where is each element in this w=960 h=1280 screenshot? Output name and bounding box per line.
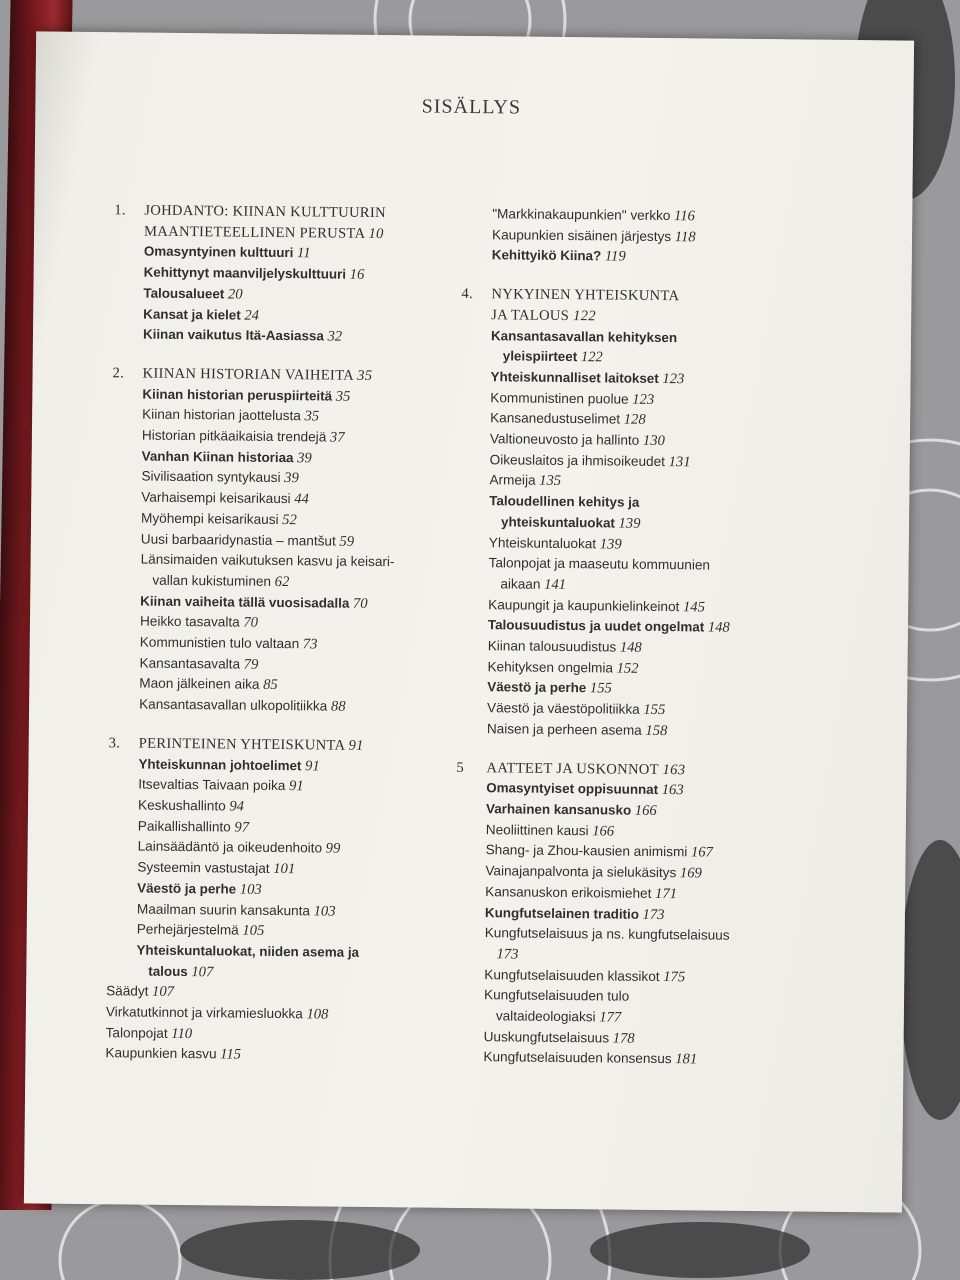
page-number: 108: [306, 1006, 329, 1023]
page-number: 10: [368, 225, 384, 242]
page-number: 123: [632, 391, 655, 408]
entry-title: Länsimaiden vaikutuksen kasvu ja keisari-: [140, 551, 395, 570]
toc-entry: [107, 878, 437, 902]
entry-title: Kehittyikö Kiina?: [491, 247, 602, 264]
page-number: 171: [654, 885, 678, 902]
entry-title: Itsevaltias Taivaan poika: [138, 776, 286, 794]
page-number: 131: [668, 453, 691, 471]
entry-title: Uusi barbaaridynastia – mantšut: [140, 531, 336, 549]
entry-title: Kaupunkien sisäinen järjestys: [491, 226, 672, 244]
chapter-number: 3.: [108, 735, 121, 752]
entry-title: Kehittynyt maanviljelyskulttuuri: [143, 264, 347, 282]
page-number: 123: [662, 370, 685, 388]
entry-title: Maon jälkeinen aika: [139, 676, 260, 693]
chapter-number: 4.: [461, 286, 474, 303]
toc-entry: [110, 570, 440, 594]
entry-title: Valtioneuvosto ja hallinto: [489, 431, 640, 448]
page-number: 73: [302, 636, 318, 653]
entry-title: Yhteiskunnalliset laitokset: [490, 369, 659, 386]
page-number: 103: [239, 881, 262, 898]
entry-title: "Markkinakaupunkien" verkko: [492, 206, 671, 224]
page-number: 24: [244, 307, 260, 324]
page-number: 103: [313, 902, 336, 920]
page-number: 130: [642, 432, 665, 450]
page-number: 139: [599, 535, 622, 553]
page-number: 141: [544, 576, 567, 593]
page-number: 166: [634, 802, 657, 819]
entry-title: Uuskungfutselaisuus: [483, 1028, 610, 1046]
page-number: 97: [234, 819, 250, 836]
entry-title: Talousalueet: [143, 285, 225, 302]
page-number: 163: [661, 782, 684, 799]
page-title: SISÄLLYS: [421, 95, 522, 119]
page-number: 107: [191, 963, 214, 980]
page-number: 88: [330, 698, 346, 715]
entry-title: Omasyntyinen kulttuuri: [143, 243, 294, 261]
page-number: 35: [335, 388, 351, 405]
entry-title: JA TALOUS: [491, 307, 570, 324]
entry-title: Kungfutselaisuuden tulo: [484, 987, 630, 1005]
entry-title: Kommunistien tulo valtaan: [139, 634, 300, 652]
page-number: 105: [242, 922, 265, 940]
page-number: 139: [618, 515, 641, 532]
toc-entry: [457, 719, 817, 743]
entry-title: Kungfutselaisuus ja ns. kungfutselaisuus: [484, 925, 730, 943]
entry-title: Yhteiskuntaluokat, niiden asema ja: [136, 942, 360, 960]
toc-entry: [462, 245, 822, 269]
page-number: 32: [327, 328, 343, 345]
entry-title: Oikeuslaitos ja ihmisoikeudet: [489, 451, 666, 469]
page-number: 148: [707, 619, 730, 637]
page-number: 11: [296, 245, 311, 262]
entry-title: MAANTIETEELLINEN PERUSTA: [143, 223, 365, 242]
entry-title: Kansantasavallan kehityksen: [490, 327, 678, 345]
entry-title: Paikallishallinto: [137, 818, 231, 835]
page-number: 177: [599, 1009, 622, 1026]
entry-title: Kiinan talousuudistus: [487, 638, 617, 655]
entry-title: Talonpojat: [105, 1024, 168, 1041]
page-number: 152: [616, 660, 639, 677]
page-number: 166: [592, 822, 615, 840]
page-number: 175: [663, 968, 686, 985]
entry-title: Kungfutselainen traditio: [484, 904, 640, 922]
entry-title: NYKYINEN YHTEISKUNTA: [491, 286, 680, 305]
entry-title: Neoliittinen kausi: [485, 821, 589, 838]
page-number: 85: [263, 677, 278, 694]
entry-title: Lainsäädäntö ja oikeudenhoito: [137, 838, 323, 856]
page-number: 39: [284, 470, 299, 487]
entry-title: yhteiskuntaluokat: [500, 514, 615, 531]
page-number: 148: [619, 639, 642, 656]
page-number: 158: [645, 722, 668, 739]
book-page: [24, 31, 914, 1212]
entry-title: Sivilisaation syntykausi: [141, 469, 281, 486]
entry-title: Kansat ja kielet: [143, 306, 241, 323]
page-number: 70: [243, 614, 259, 632]
page-number: 44: [294, 491, 309, 508]
page-number: 101: [273, 861, 296, 878]
entry-title: Väestö ja perhe: [137, 880, 237, 897]
page-number: 35: [357, 367, 373, 384]
page-number: 70: [352, 595, 368, 612]
page-number: 37: [329, 429, 345, 446]
entry-title: Yhteiskuntaluokat: [488, 534, 597, 551]
page-number: 91: [348, 737, 364, 754]
entry-title: Kommunistinen puolue: [490, 389, 629, 407]
entry-title: Maailman suurin kansakunta: [136, 901, 311, 918]
toc-entry: [453, 1047, 813, 1071]
page-number: 52: [282, 511, 297, 529]
page-number: 178: [612, 1030, 635, 1047]
page-number: 115: [220, 1046, 242, 1064]
page-number: 173: [642, 906, 665, 923]
entry-title: Kiinan vaikutus Itä-Aasiassa: [142, 326, 324, 344]
entry-title: Virkatutkinnot ja virkamiesluokka: [105, 1004, 303, 1022]
entry-title: Kaupunkien kasvu: [105, 1045, 217, 1062]
entry-title: Kansantasavallan ulkopolitiikka: [139, 696, 328, 714]
page-number: 62: [274, 573, 290, 591]
entry-title: Omasyntyiset oppisuunnat: [486, 780, 659, 798]
chapter-number: 5: [456, 759, 465, 776]
toc-entry: [113, 283, 443, 307]
page-number: 39: [297, 449, 312, 467]
page-number: 94: [229, 798, 245, 815]
page-number: 79: [243, 656, 259, 673]
page-number: 20: [227, 286, 243, 303]
toc-entry: [111, 508, 441, 532]
entry-title: Yhteiskunnan johtoelimet: [138, 756, 302, 773]
entry-title: Shang- ja Zhou-kausien animismi: [485, 842, 688, 860]
page-number: 91: [304, 757, 320, 775]
page-number: 167: [690, 844, 713, 861]
page-number: 35: [304, 408, 320, 425]
entry-title: Naisen ja perheen asema: [486, 721, 642, 738]
entry-title: Kehityksen ongelmia: [487, 658, 614, 676]
entry-title: valtaideologiaksi: [495, 1008, 596, 1025]
entry-title: Systeemin vastustajat: [137, 859, 270, 877]
entry-title: Perhejärjestelmä: [136, 921, 239, 938]
entry-title: Kaupungit ja kaupunkielinkeinot: [488, 596, 680, 614]
entry-title: yleispiirteet: [502, 348, 578, 365]
entry-title: Kansantasavalta: [139, 655, 241, 672]
toc-entry: [109, 694, 439, 718]
entry-title: Taloudellinen kehitys ja: [489, 493, 640, 510]
page-number: 107: [152, 984, 175, 1001]
page-number: 155: [589, 680, 612, 697]
entry-title: JOHDANTO: KIINAN KULTTUURIN: [144, 202, 386, 222]
page-number: 16: [349, 266, 365, 283]
page-number: 119: [604, 248, 626, 266]
page-number: 110: [171, 1025, 193, 1042]
entry-title: PERINTEINEN YHTEISKUNTA: [138, 735, 345, 754]
entry-title: Säädyt: [106, 983, 149, 999]
chapter-number: 1.: [114, 202, 126, 219]
page-number: 99: [325, 840, 341, 858]
entry-title: Väestö ja perhe: [487, 679, 587, 696]
entry-title: AATTEET JA USKONNOT: [486, 759, 659, 778]
entry-title: Kungfutselaisuuden konsensus: [483, 1049, 672, 1067]
entry-title: Varhainen kansanusko: [485, 801, 632, 818]
entry-title: Vanhan Kiinan historiaa: [141, 448, 294, 465]
page-number: 145: [682, 598, 706, 616]
entry-title: Vainajanpalvonta ja sielukäsitys: [485, 863, 677, 881]
entry-title: Keskushallinto: [137, 797, 226, 814]
entry-title: Kiinan vaiheita tällä vuosisadalla: [140, 593, 350, 611]
page-number: 181: [675, 1051, 698, 1068]
entry-title: Varhaisempi keisarikausi: [141, 489, 291, 507]
entry-title: Heikko tasavalta: [139, 613, 240, 630]
toc-column-right: [453, 204, 822, 1072]
toc-entry: [105, 1044, 435, 1068]
entry-title: Historian pitkäaikaisia trendejä: [141, 427, 327, 445]
entry-title: aikaan: [500, 576, 541, 592]
toc-entry: [113, 324, 443, 348]
page-number: 116: [673, 208, 695, 225]
entry-title: Armeija: [489, 472, 536, 489]
toc-entry: [106, 940, 436, 964]
page-number: 59: [339, 533, 355, 550]
page-number: 128: [623, 411, 646, 429]
toc-column-left: [105, 200, 444, 1068]
entry-title: Kiinan historian peruspiirteitä: [142, 386, 333, 404]
entry-title: Kansanedustuselimet: [490, 410, 621, 427]
page-number: 122: [580, 349, 603, 366]
page-number: 163: [662, 761, 686, 778]
page-number: 118: [674, 228, 696, 246]
toc-chapter-entry: [112, 363, 442, 387]
entry-title: Kiinan historian jaottelusta: [142, 406, 301, 424]
chapter-number: 2.: [112, 365, 125, 382]
entry-title: Talousuudistus ja uudet ongelmat: [487, 617, 705, 635]
entry-title: vallan kukistuminen: [152, 572, 272, 589]
entry-title: Talonpojat ja maaseutu kommuunien: [488, 555, 711, 573]
entry-title: Kungfutselaisuuden klassikot: [484, 966, 660, 984]
entry-title: Myöhempi keisarikausi: [140, 510, 279, 527]
entry-title: Kansanuskon erikoismiehet: [485, 883, 652, 901]
page-number: 155: [643, 702, 666, 719]
page-number: 122: [572, 307, 596, 325]
page-number: 169: [679, 865, 702, 882]
entry-title: talous: [148, 963, 188, 979]
toc-chapter-entry: [109, 733, 439, 757]
entry-title: Väestö ja väestöpolitiikka: [487, 700, 640, 717]
page-number: 173: [496, 946, 519, 963]
page-number: 91: [288, 778, 304, 795]
entry-title: KIINAN HISTORIAN VAIHEITA: [142, 365, 354, 384]
page-number: 135: [539, 473, 562, 490]
